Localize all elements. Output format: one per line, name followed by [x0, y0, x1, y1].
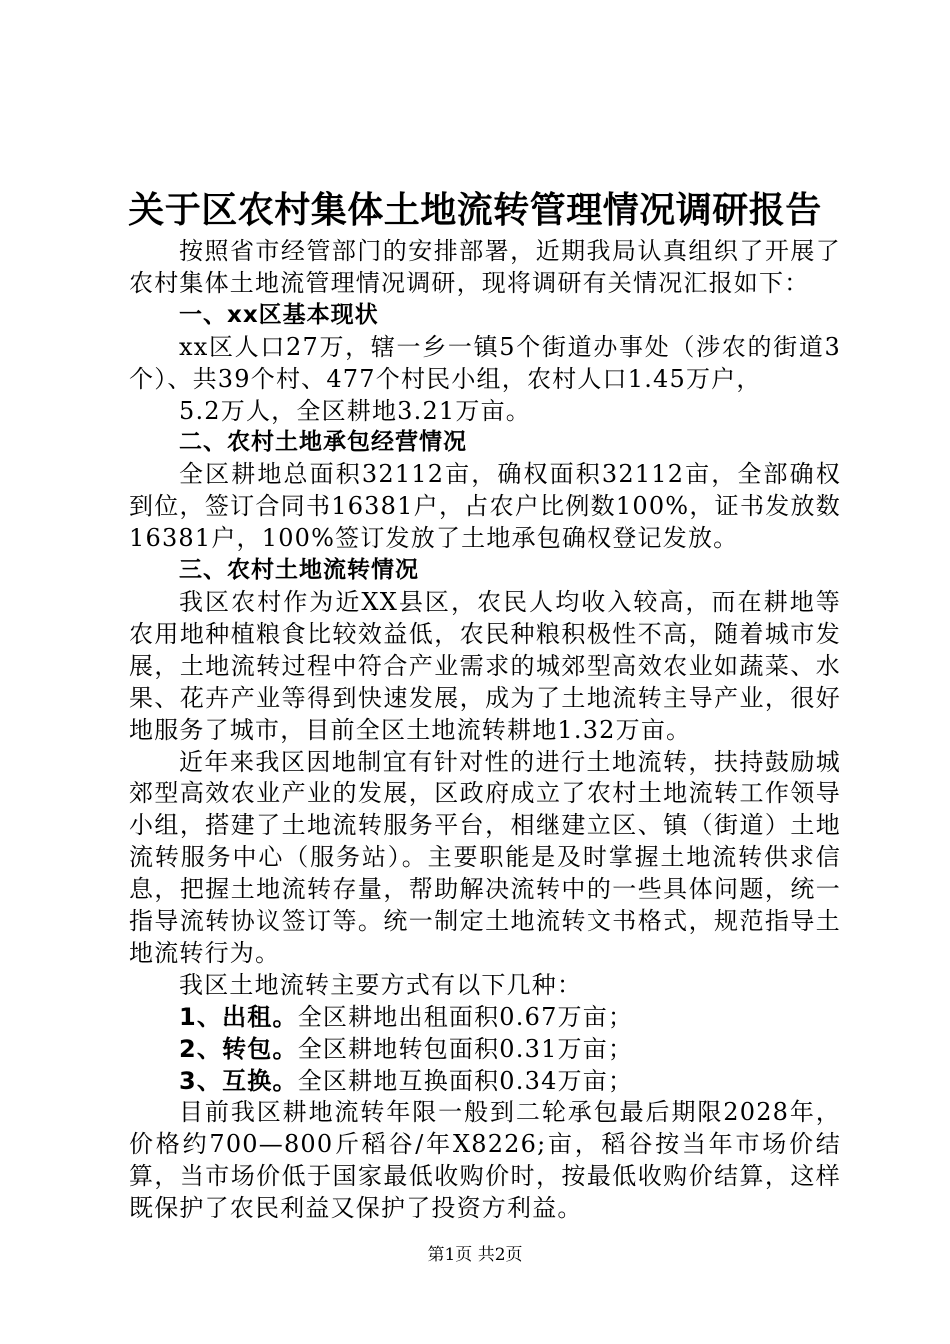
- intro-paragraph: 按照省市经管部门的安排部署，近期我局认真组织了开展了农村集体土地流管理情况调研，现将调研有关情况汇报如下：: [129, 237, 841, 297]
- page-number-footer: 第1页 共2页: [427, 1245, 523, 1265]
- list-item-rent: [129, 1002, 841, 1034]
- section-heading-land-transfer: 三、农村土地流转情况: [179, 557, 419, 584]
- section3-paragraph-3: 我区土地流转主要方式有以下几种：: [179, 970, 583, 999]
- document-title: 关于区农村集体土地流转管理情况调研报告: [128, 189, 822, 231]
- section3-paragraph: 我区农村作为近XX县区，农民人均收入较高，而在耕地等农用地种植粮食比较效益低，农民种粮积极性不高，随着城市发展，土地流转过程中符合产业需求的城郊型高效农业如蔬菜、水果、花卉产业等得到快速发展，成为了土地流转主导产业，很好地服务了城市，目前全区土地流转耕地1.32万亩。: [129, 587, 841, 744]
- section1-paragraph: xx区人口27万，辖一乡一镇5个街道办事处（涉农的街道3个）、共39个村、477个村民小组，农村人口1.45万户，: [129, 332, 841, 393]
- list-item-lead: 2、转包。: [179, 1034, 298, 1063]
- section-heading-basic-status: 一、xx区基本现状: [179, 301, 379, 328]
- list-item-text: 全区耕地转包面积0.31万亩；: [297, 1034, 634, 1063]
- list-item-exchange: [129, 1066, 841, 1098]
- list-item-text: 全区耕地互换面积0.34万亩；: [297, 1066, 634, 1095]
- document-body: [129, 236, 841, 1225]
- section2-paragraph: 全区耕地总面积32112亩，确权面积32112亩，全部确权到位，签订合同书16381户，占农户比例数100%，证书发放数16381户，100%签订发放了土地承包确权登记发放。: [129, 460, 841, 553]
- list-item-lead: 1、出租。: [179, 1002, 298, 1031]
- section-heading-contract-management: 二、农村土地承包经营情况: [179, 429, 467, 456]
- list-item-text: 全区耕地出租面积0.67万亩；: [297, 1002, 634, 1031]
- list-item-lead: 3、互换。: [179, 1066, 298, 1095]
- section1-paragraph-2: 5.2万人，全区耕地3.21万亩。: [179, 396, 532, 425]
- list-item-subcontract: [129, 1034, 841, 1066]
- section3-paragraph-2: 近年来我区因地制宜有针对性的进行土地流转，扶持鼓励城郊型高效农业产业的发展，区政府成立了农村土地流转工作领导小组，搭建了土地流转服务平台，相继建立区、镇（街道）土地流转服务中心（服务站）。主要职能是及时掌握土地流转供求信息，把握土地流转存量，帮助解决流转中的一些具体问题，统一指导流转协议签订等。统一制定土地流转文书格式，规范指导土地流转行为。: [129, 747, 841, 967]
- section3-paragraph-4: 目前我区耕地流转年限一般到二轮承包最后期限2028年，价格约700—800斤稻谷/年X8226;亩，稻谷按当年市场价结算，当市场价低于国家最低收购价时，按最低收购价结算，这样既保护了农民利益又保护了投资方利益。: [129, 1098, 841, 1223]
